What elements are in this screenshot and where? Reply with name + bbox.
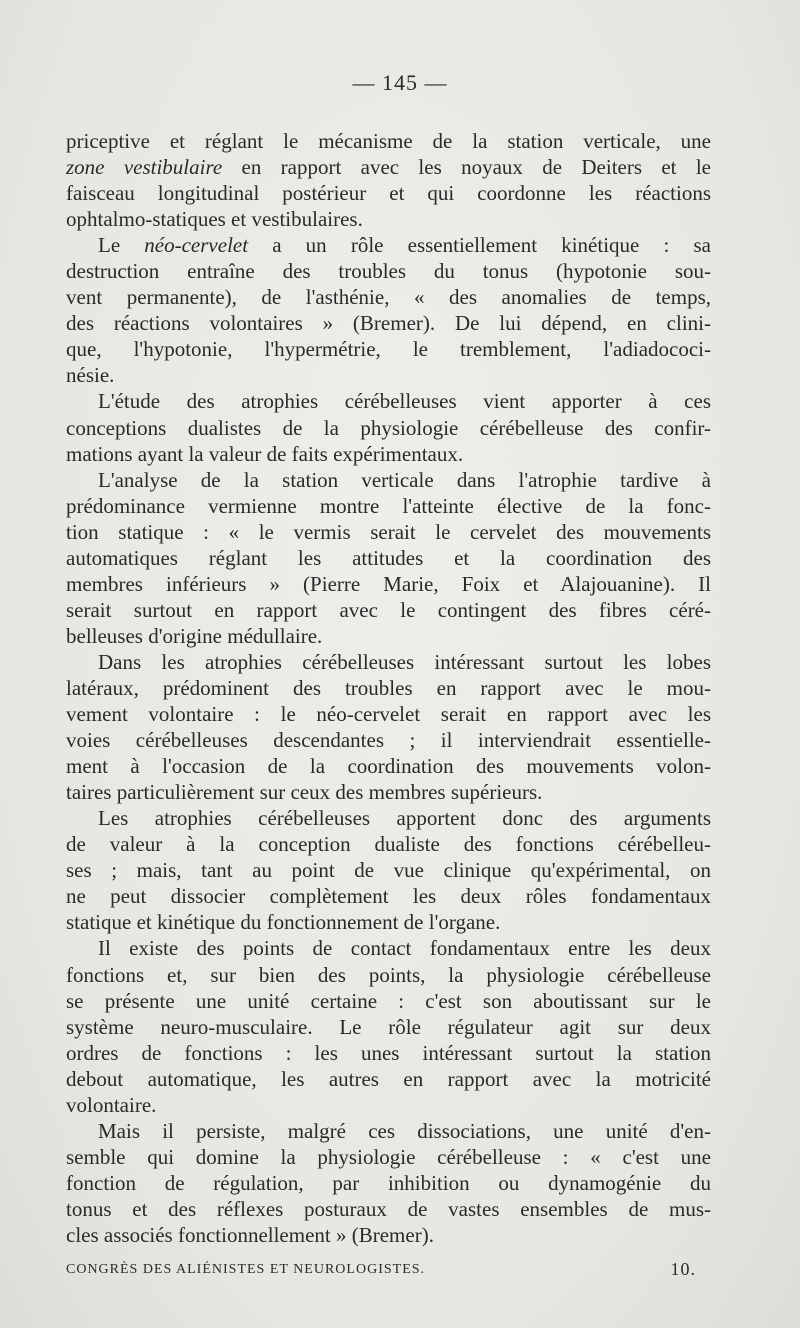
text-segment: Il existe des points de contact fondamentaux entre les deux bbox=[98, 936, 711, 961]
text-line bbox=[66, 1066, 711, 1092]
text-line bbox=[66, 415, 711, 441]
text-line bbox=[66, 571, 711, 597]
text-segment: des réactions volontaires » (Bremer). De lui dépend, en clini- bbox=[66, 311, 711, 336]
text-line bbox=[66, 467, 711, 493]
text-segment: Les atrophies cérébelleuses apportent donc des arguments bbox=[98, 806, 711, 831]
text-segment: automatiques réglant les attitudes et la coordination des bbox=[66, 545, 711, 570]
text-line bbox=[66, 831, 711, 857]
text-line bbox=[66, 962, 711, 988]
text-line bbox=[66, 180, 711, 206]
text-segment: L'analyse de la station verticale dans l'atrophie tardive à bbox=[98, 467, 711, 492]
text-line bbox=[66, 935, 711, 961]
text-line bbox=[66, 493, 711, 519]
text-segment: nésie. bbox=[66, 363, 115, 388]
text-segment: serait surtout en rapport avec le contingent des fibres céré- bbox=[66, 597, 711, 622]
text-line bbox=[66, 519, 711, 545]
page-number-header: — 145 — bbox=[352, 70, 448, 95]
text-segment: mations ayant la valeur de faits expérimentaux. bbox=[66, 441, 464, 466]
text-segment: prédominance vermienne montre l'atteinte élective de la fonc- bbox=[66, 493, 711, 518]
italic-term: néo-cervelet bbox=[144, 233, 249, 258]
text-segment: vement volontaire : le néo-cervelet serait en rapport avec les bbox=[66, 702, 711, 727]
text-line bbox=[66, 336, 711, 362]
text-line bbox=[66, 1040, 711, 1066]
text-segment: debout automatique, les autres en rapport avec la motricité bbox=[66, 1066, 711, 1091]
text-line bbox=[66, 649, 711, 675]
text-segment: système neuro-musculaire. Le rôle régulateur agit sur deux bbox=[66, 1014, 711, 1039]
text-line bbox=[66, 545, 711, 571]
text-line bbox=[66, 310, 711, 336]
text-line bbox=[66, 883, 711, 909]
text-segment: fonctions et, sur bien des points, la physiologie cérébelleuse bbox=[66, 962, 711, 987]
text-segment: fonction de régulation, par inhibition ou dynamogénie du bbox=[66, 1170, 711, 1195]
text-line bbox=[66, 597, 711, 623]
text-segment: voies cérébelleuses descendantes ; il interviendrait essentielle- bbox=[66, 728, 711, 753]
text-line bbox=[66, 1170, 711, 1196]
text-segment: ses ; mais, tant au point de vue clinique qu'expérimental, on bbox=[66, 858, 711, 883]
text-segment: priceptive et réglant le mécanisme de la station verticale, une bbox=[66, 129, 711, 153]
text-line bbox=[66, 857, 711, 883]
text-segment: Dans les atrophies cérébelleuses intéressant surtout les lobes bbox=[98, 649, 711, 674]
text-segment: a un rôle essentiellement kinétique : sa bbox=[248, 233, 711, 258]
text-segment: ment à l'occasion de la coordination des mouvements volon- bbox=[66, 754, 711, 779]
text-segment: conceptions dualistes de la physiologie cérébelleuse des confir- bbox=[66, 415, 711, 440]
text-line bbox=[66, 258, 711, 284]
text-segment: vent permanente), de l'asthénie, « des anomalies de temps, bbox=[66, 285, 711, 310]
text-line bbox=[66, 988, 711, 1014]
text-line bbox=[66, 388, 711, 414]
text-line bbox=[66, 206, 711, 232]
body-text bbox=[66, 128, 711, 1248]
text-segment: membres inférieurs » (Pierre Marie, Foix et Alajouanine). Il bbox=[66, 571, 711, 596]
text-line bbox=[66, 779, 711, 805]
text-line bbox=[66, 623, 711, 649]
text-segment: cles associés fonctionnellement » (Bremer). bbox=[66, 1222, 434, 1247]
text-segment: statique et kinétique du fonctionnement de l'organe. bbox=[66, 910, 501, 935]
footer-signature: CONGRÈS DES ALIÉNISTES ET NEUROLOGISTES. bbox=[66, 1262, 426, 1277]
text-segment: latéraux, prédominent des troubles en rapport avec le mou- bbox=[66, 675, 711, 700]
text-segment: Le bbox=[98, 233, 145, 258]
text-line bbox=[66, 441, 711, 467]
text-line bbox=[66, 1144, 711, 1170]
text-line bbox=[66, 701, 711, 727]
text-line bbox=[66, 1092, 711, 1118]
text-segment: faisceau longitudinal postérieur et qui coordonne les réactions bbox=[66, 181, 711, 206]
text-line bbox=[66, 284, 711, 310]
text-line bbox=[66, 1014, 711, 1040]
text-segment: ophtalmo-statiques et vestibulaires. bbox=[66, 207, 363, 232]
text-line bbox=[66, 727, 711, 753]
text-line bbox=[66, 232, 711, 258]
text-segment: de valeur à la conception dualiste des fonctions cérébelleu- bbox=[66, 832, 711, 857]
text-line bbox=[66, 128, 711, 154]
text-segment: que, l'hypotonie, l'hypermétrie, le tremblement, l'adiadococi- bbox=[66, 337, 711, 362]
text-segment: tion statique : « le vermis serait le cervelet des mouvements bbox=[66, 519, 711, 544]
text-segment: belleuses d'origine médullaire. bbox=[66, 623, 323, 648]
text-line bbox=[66, 753, 711, 779]
text-segment: Mais il persiste, malgré ces dissociations, une unité d'en- bbox=[98, 1118, 711, 1143]
text-segment: ne peut dissocier complètement les deux rôles fondamentaux bbox=[66, 884, 711, 909]
text-segment: semble qui domine la physiologie cérébelleuse : « c'est une bbox=[66, 1144, 711, 1169]
text-line bbox=[66, 362, 711, 388]
text-segment: taires particulièrement sur ceux des membres supérieurs. bbox=[66, 780, 543, 805]
text-line bbox=[66, 805, 711, 831]
text-line bbox=[66, 909, 711, 935]
italic-term: zone vestibulaire bbox=[66, 155, 223, 180]
text-line bbox=[66, 1118, 711, 1144]
text-line bbox=[66, 1196, 711, 1222]
text-line bbox=[66, 154, 711, 180]
text-segment: destruction entraîne des troubles du tonus (hypotonie sou- bbox=[66, 259, 711, 284]
text-line bbox=[66, 1222, 711, 1248]
text-segment: ordres de fonctions : les unes intéressant surtout la station bbox=[66, 1040, 711, 1065]
text-line bbox=[66, 675, 711, 701]
text-segment: se présente une unité certaine : c'est son aboutissant sur le bbox=[66, 988, 711, 1013]
text-segment: tonus et des réflexes posturaux de vastes ensembles de mus- bbox=[66, 1196, 711, 1221]
text-segment: L'étude des atrophies cérébelleuses vient apporter à ces bbox=[98, 389, 711, 414]
sheet-number: 10. bbox=[670, 1259, 696, 1279]
text-segment: volontaire. bbox=[66, 1092, 157, 1117]
text-segment: en rapport avec les noyaux de Deiters et le bbox=[222, 155, 711, 180]
